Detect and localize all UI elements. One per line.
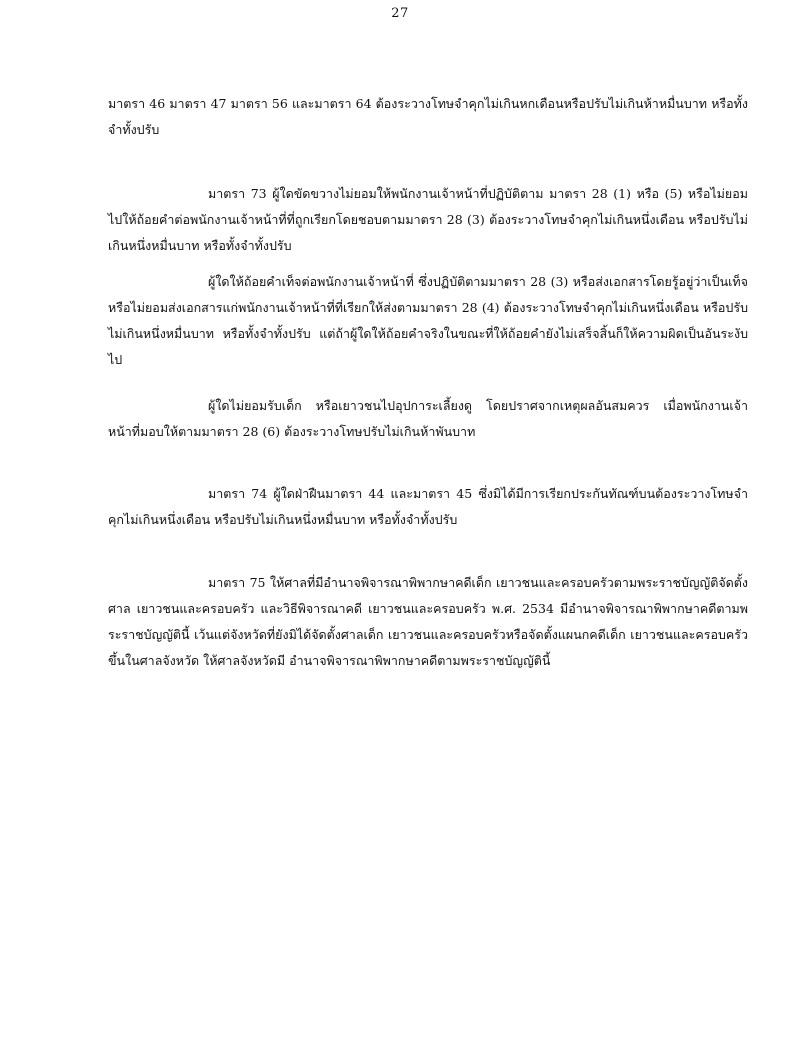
paragraph-text: มาตรา 75 ให้ศาลที่มีอำนาจพิจารณาพิพากษาคดีเด็ก เยาวชนและครอบครัวตามพระราชบัญญัติจัดตั้งศาล เยาวชนและครอบครัว และวิธีพิจารณาคดี เยาวชนและครอบครัว พ.ศ. 2534 มีอำนาจพิจารณาพิพากษาคดีตามพระราชบัญญัตินี้ เว้นแต่จังหวัดที่ยังมิได้จัดตั้งศาลเด็ก เยาวชนและครอบครัวหรือจัดตั้งแผนกคดีเด็ก เยาวชนและครอบครัวขึ้นในศาลจังหวัด ให้ศาลจังหวัดมี อำนาจพิจารณาพิพากษาคดีตามพระราชบัญญัตินี้: [108, 575, 748, 668]
paragraph-text: มาตรา 46 มาตรา 47 มาตรา 56 และมาตรา 64 ต้องระวางโทษจำคุกไม่เกินหกเดือนหรือปรับไม่เกินห้าหมื่นบาท หรือทั้งจำทั้งปรับ: [108, 96, 748, 137]
paragraph-section-73-false-statement: [108, 269, 748, 373]
paragraph-text: ผู้ใดไม่ยอมรับเด็ก หรือเยาวชนไปอุปการะเลี้ยงดู โดยปราศจากเหตุผลอันสมควร เมื่อพนักงานเจ้าหน้าที่มอบให้ตามมาตรา 28 (6) ต้องระวางโทษปรับไม่เกินห้าพันบาท: [108, 398, 748, 439]
paragraph-text: มาตรา 74 ผู้ใดฝ่าฝืนมาตรา 44 และมาตรา 45 ซึ่งมิได้มีการเรียกประกันทัณฑ์บนต้องระวางโทษจำคุกไม่เกินหนึ่งเดือน หรือปรับไม่เกินหนึ่งหมื่นบาท หรือทั้งจำทั้งปรับ: [108, 486, 748, 527]
paragraph-section-74: [108, 481, 748, 533]
page-number: 27: [391, 6, 409, 21]
paragraph-section-73: [108, 181, 748, 259]
paragraph-text: ผู้ใดให้ถ้อยคำเท็จต่อพนักงานเจ้าหน้าที่ ซึ่งปฏิบัติตามมาตรา 28 (3) หรือส่งเอกสารโดยรู้อยู่ว่าเป็นเท็จหรือไม่ยอมส่งเอกสารแก่พนักงานเจ้าหน้าที่ที่เรียกให้ส่งตามมาตรา 28 (4) ต้องระวางโทษจำคุกไม่เกินหนึ่งเดือน หรือปรับไม่เกินหนึ่งหมื่นบาท หรือทั้งจำทั้งปรับ แต่ถ้าผู้ใดให้ถ้อยคำจริงในขณะที่ให้ถ้อยคำยังไม่เสร็จสิ้นก็ให้ความผิดเป็นอันระงับไป: [108, 274, 748, 367]
paragraph-section-penalty-46-64: [108, 91, 748, 143]
paragraph-section-73-refuse-child: [108, 393, 748, 445]
paragraph-section-75: [108, 570, 748, 674]
paragraph-text: มาตรา 73 ผู้ใดขัดขวางไม่ยอมให้พนักงานเจ้าหน้าที่ปฏิบัติตาม มาตรา 28 (1) หรือ (5) หรือไม่ยอมไปให้ถ้อยคำต่อพนักงานเจ้าหน้าที่ที่ถูกเรียกโดยชอบตามมาตรา 28 (3) ต้องระวางโทษจำคุกไม่เกินหนึ่งเดือน หรือปรับไม่เกินหนึ่งหมื่นบาท หรือทั้งจำทั้งปรับ: [108, 186, 748, 253]
